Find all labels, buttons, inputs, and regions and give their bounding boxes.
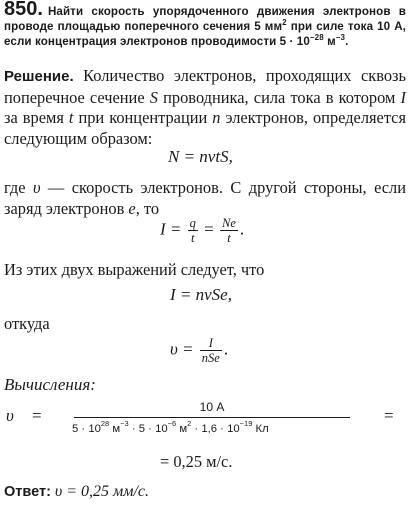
- den-exp: −3: [120, 419, 129, 428]
- formula-I-q: [160, 216, 244, 245]
- problem-text-1: Найти скорость упорядоченного движения электронов в проводе площадью поперечного сечения 5 мм: [4, 5, 406, 33]
- fraction-Ne-t: [220, 216, 238, 245]
- fraction-denominator: nSe: [201, 351, 220, 365]
- problem-exp-28: −28: [309, 33, 324, 42]
- solution-text: проводника, сила тока в котором: [157, 87, 401, 107]
- fraction-numerator: q: [189, 216, 196, 230]
- calc-equals: =: [32, 406, 42, 425]
- symbol-S: S: [149, 87, 158, 107]
- solution-paragraph-2: [4, 178, 406, 219]
- calc-result: = 0,25 м/с.: [160, 452, 233, 471]
- answer-label: Ответ:: [4, 484, 51, 500]
- formula-I-nvSe: I = nvSe,: [170, 285, 232, 304]
- calc-lhs: υ: [6, 406, 14, 425]
- fraction-q-t: [188, 216, 198, 245]
- den-text: 5 · 10: [72, 423, 101, 435]
- symbol-I: I: [400, 87, 406, 107]
- den-text: м: [109, 423, 121, 435]
- fraction-denominator: t: [188, 230, 198, 245]
- solution-paragraph-4: откуда: [4, 314, 50, 333]
- solution-text: , то: [135, 198, 160, 218]
- solution-text: где: [4, 178, 33, 197]
- fraction-numerator: I: [208, 336, 213, 350]
- den-text: · 1,6 · 10: [191, 423, 240, 435]
- problem-statement: [4, 2, 406, 49]
- fraction-I-nSe: [200, 336, 222, 365]
- symbol-v: υ: [32, 178, 41, 197]
- answer: [4, 483, 149, 501]
- solution-paragraph-3: Из этих двух выражений следует, что: [4, 260, 265, 279]
- den-exp: 2: [187, 419, 192, 428]
- calculation-label: Вычисления:: [4, 375, 96, 394]
- fraction-numerator: Ne: [221, 216, 236, 230]
- period: .: [223, 339, 229, 359]
- problem-number: 850.: [4, 0, 43, 20]
- fraction-bar: [74, 417, 350, 418]
- den-text: · 5 · 10: [128, 423, 168, 435]
- equals-sign: =: [204, 219, 214, 239]
- solution-text: за время: [4, 108, 69, 127]
- fraction-denominator: t: [220, 230, 238, 245]
- solution-text: при концентрации: [73, 108, 213, 127]
- problem-exp-m3: −3: [335, 33, 346, 42]
- calc-equals-end: =: [384, 406, 394, 425]
- solution-text: Количество электронов, проходящих сквозь поперечное сечение: [4, 66, 406, 107]
- symbol-t: t: [68, 108, 74, 127]
- solution-label: Решение.: [4, 68, 74, 85]
- calc-numerator: 10 А: [199, 400, 225, 414]
- formula-N: N = nvtS,: [168, 147, 233, 166]
- calc-denominator: [72, 419, 269, 435]
- formula-lhs: υ =: [170, 339, 194, 359]
- problem-text-4: .: [345, 35, 349, 48]
- formula-v: [170, 336, 228, 365]
- symbol-n: n: [212, 108, 221, 127]
- solution-text: — скорость электронов. С другой стороны, если заряд электронов: [4, 178, 406, 218]
- formula-lhs: I =: [160, 219, 182, 239]
- answer-text: υ = 0,25 мм/с.: [50, 483, 150, 500]
- period: .: [239, 219, 245, 239]
- den-text: м: [176, 423, 188, 435]
- problem-exp-2: 2: [282, 18, 287, 27]
- problem-text-3: м: [323, 35, 336, 48]
- solution-paragraph-1: [4, 66, 406, 149]
- den-exp: 28: [100, 419, 110, 428]
- symbol-e: e: [128, 198, 136, 218]
- den-exp: −19: [239, 419, 253, 428]
- problem-text-2: при силе тока 10 А, если концентрация электронов проводимости 5 · 10: [4, 20, 406, 48]
- solution-text: электронов, определяется следующим образом:: [4, 108, 406, 148]
- den-text: Кл: [252, 423, 269, 435]
- den-exp: −6: [167, 419, 177, 428]
